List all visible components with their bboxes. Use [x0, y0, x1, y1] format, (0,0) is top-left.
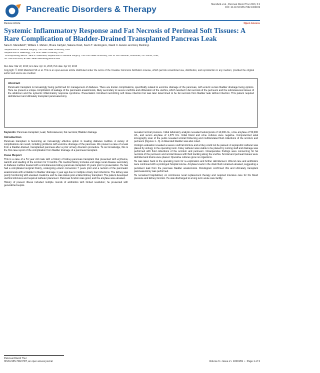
affiliations	[4, 49, 254, 61]
open-access-badge: Open Access	[243, 22, 260, 25]
body-paragraph: He remained hospitalized, on continuous renal replacement therapy and required intensive care for his blood pressure and kidney function. He was discharged to a long term acute care facility.	[134, 173, 258, 180]
keywords-label: Keywords:	[4, 131, 17, 134]
body-paragraph: Urologic evaluation revealed a severe urethral stricture and a foley could not be passed. A suprapubic catheter was placed by urology in the operating room. Foley catheter was unable to be placed by nursing staff and drainage was performed with fluid collections of the scrotum and perineum. Intraoperative findings were concerning for fat necrosis of the perineum and scrotal tissues with fluid tracking along the urethra. Scrotal and perineal tissues were debrided and drains were placed. Operative cultures grew no organisms.	[134, 144, 258, 160]
page-number: Page 1 of 3	[246, 360, 260, 363]
abstract-box	[4, 78, 258, 128]
left-column	[4, 131, 128, 188]
copyright-notice: Copyright: © 2016 Mansfield SK et al. This is an open-access article distributed under the terms of the Creative Commons Attribution License, which permits unrestricted use, distribution, and reproduction in any medium, provided the original author and source are credited.	[4, 70, 254, 75]
journal-logo-icon	[4, 3, 22, 19]
body-paragraph: This is a case of a 51 year old male with a history of kidney-pancreas transplant that presented with erythema, warmth and swelling of the scrotum for 3 months. His medical history includes end stage renal disease secondary to diabetes mellitus treated with a simultaneous kidney-pancreas transplant 13 years prior to presentation. He has had a complicated surgical history, undergoing enteric conversion 7 years prior and a revision of the pancreatic anastomosis with a bladder to bladder drainage 1 year ago due to multiple urinary tract infections. The kidney was poorly functioning with elevated creatinine and he was status post a failed kidney transplant. The patient developed urethral strictures and required catheter placement. Pancreas function was good, and the amylase was elevated.	[4, 158, 128, 180]
body-paragraph: revealed normal pressure. Initial laboratory analysis revealed leukocytosis of 14,000 /uL, urine amylase of 50,000 U/L, and serum amylase of 1,375 U/L. Initial blood and urine cultures were negative. Computerized axial tomography scan of the pelvis revealed scrotal thickening and multiloculated fluid collections of the scrotum and perineum (Figures 1 - 3). A distended bladder was also noted.	[134, 131, 258, 144]
article-type-label: Review Article	[4, 22, 21, 25]
body-paragraph: He was taken back to the operating room for re-exploration and further debridement. Wound care and antibiotics were continued with a prolonged hospital course. Amylase levels in the drain fluid remained elevated, suggesting a persistent leak from the pancreas bladder anastomosis. Fistulogram confirmed this and ultimately transplant pancreatectomy was performed.	[134, 160, 258, 173]
section-heading-case-report: Case Report	[4, 153, 22, 158]
footer-issn: ISSN:2165-7092 PDT, an open access journal	[4, 360, 53, 363]
abstract-heading: Abstract	[8, 81, 21, 85]
affiliation-line: ¹Department of General Surgery, The Ohio State University, USA	[4, 49, 70, 51]
journal-title: Pancreatic Disorders & Therapy	[26, 4, 157, 14]
citation-text: Mansfield et al., Pancreat Disord Ther 2016, 6:2	[211, 4, 260, 6]
right-column	[134, 131, 258, 181]
abstract-text: Pancreatic transplant is increasingly being performed for management of diabetes. There are known complications, specifically related to exocrine drainage of the pancreas, with enteric versus bladder drainage being options. Here we present a unique complication of leakage of the pancreatic anastomosis, likely secondary to severe urethritis and obliteration of the urethra, which resulted in fat necrosis of the perineum and the subcutaneous tissues of the abdomen and the systemic inflammatory response syndrome. Presentation mimicked necrotizing soft tissue infection but was later determined to be fat necrosis from bladder leak without infection. This patient required debridement and ultimately transplant pancreatectomy.	[8, 86, 254, 99]
footer-info	[4, 357, 53, 363]
journal-header	[0, 0, 264, 22]
publication-dates: Rec date: Mar 22, 2016; Acc date: Apr 11, 2016; Pub date: Apr 18, 2016	[4, 66, 77, 68]
keywords-text: Pancreas transplant; Leak; Subcutaneous; Fat necrosis; Bladder drainage	[17, 131, 97, 134]
article-title: Systemic Inflammatory Response and Fat Necrosis of Perineal Soft Tissues: A Rare Complication of Bladder-Drained Transplanted Pancreas Leak	[4, 26, 246, 43]
page-indicator: Volume 6 • Issue 2 • 1000169 • Page 1 of 3	[208, 360, 260, 363]
footer-rule	[4, 355, 64, 356]
corresponding-author: *Corresponding author: Sara K. Mansfield, Department of General Surgery, The Ohio State University, 395 W. 12th Avenue, Columbus, OH 43210, USA,	[4, 54, 159, 57]
keywords	[4, 131, 128, 134]
affiliation-line: ²Department of Radiology, The Ohio State University, USA	[4, 51, 64, 54]
section-heading-introduction: Introduction	[4, 135, 22, 140]
body-paragraph: History of present illness included multiple rounds of antibiotics with limited resolution; he presented with generalized sepsis.	[4, 180, 128, 187]
volume-info: Volume 6 • Issue 2 • 1000169	[208, 360, 243, 363]
header-rule	[4, 20, 260, 21]
citation-block	[174, 4, 260, 10]
contact-email[interactable]: Tel: 614-366-4566; E-mail: sara.mansfield@osumc.edu	[4, 57, 61, 60]
doi-link[interactable]: DOI: 10.4172/2165-7092.1000169	[225, 7, 260, 9]
footer-journal-name: Pancreat Disord Ther	[4, 357, 27, 360]
body-paragraph: Pancreas transplant is becoming an increasingly effective option in treating diabetes mellitus. A variety of complications can result, including problems with exocrine drainage of the pancreas. We present a case of a leak from a bladder-drained, transplanted pancreas after a prior urinary diversion procedure. To our knowledge, this is the first case report of the complication from bladder drainage of a pancreas transplant.	[4, 140, 128, 153]
author-list: Sara K. Mansfield¹*, William J. Melvin¹, Bruce Carlyle², Sakura Ocal¹, Kevin T. Huntington¹, David C. Evans¹ and Amy Rushing¹	[4, 44, 150, 47]
